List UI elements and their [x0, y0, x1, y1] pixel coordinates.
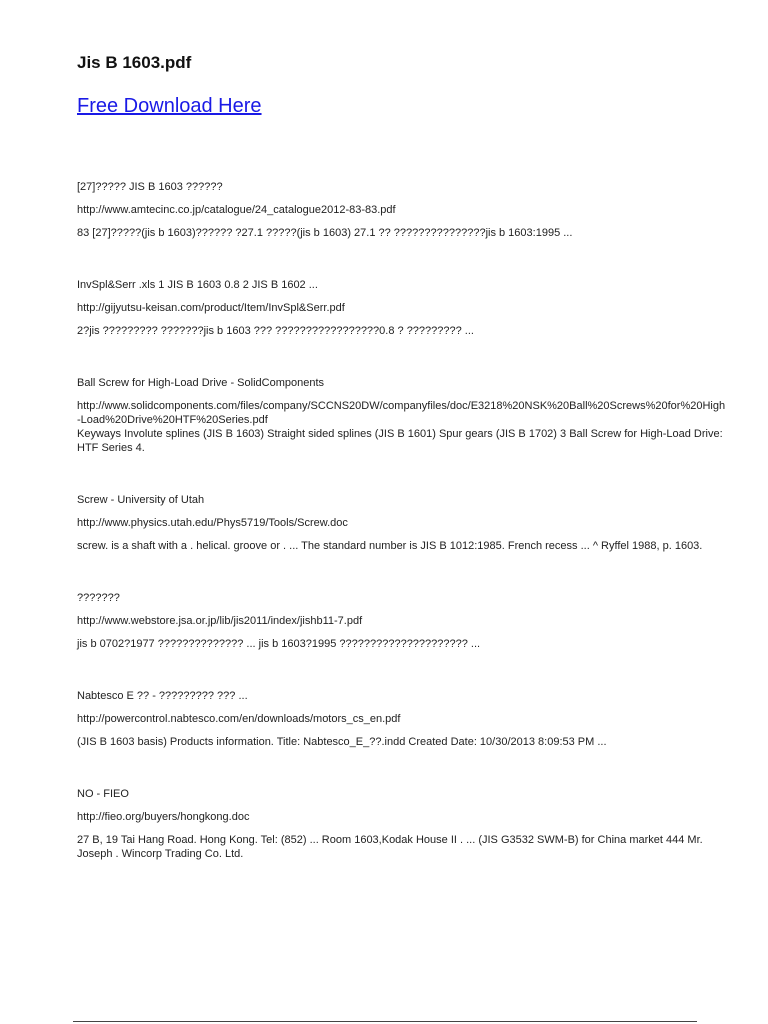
result-url[interactable]: http://www.physics.utah.edu/Phys5719/Tools/Screw.doc — [77, 517, 348, 529]
result-title: ??????? — [77, 592, 120, 604]
result-snippet: Keyways Involute splines (JIS B 1603) Straight sided splines (JIS B 1601) Spur gears (JIS B 1702) 3 Ball Screw for High-Load Drive: HTF Series 4. — [77, 428, 723, 454]
spacer — [77, 338, 727, 376]
result-title: InvSpl&Serr .xls 1 JIS B 1603 0.8 2 JIS B 1602 ... — [77, 279, 318, 291]
result-item — [77, 376, 727, 455]
spacer — [77, 553, 727, 591]
result-item — [77, 787, 727, 861]
results-list — [77, 180, 727, 861]
result-snippet: (JIS B 1603 basis) Products information. Title: Nabtesco_E_??.indd Created Date: 10/30/2013 8:09:53 PM ... — [77, 736, 607, 748]
free-download-link[interactable]: Free Download Here — [77, 95, 262, 117]
result-snippet: 2?jis ????????? ???????jis b 1603 ??? ?????????????????0.8 ? ????????? ... — [77, 325, 474, 337]
result-url[interactable]: http://powercontrol.nabtesco.com/en/downloads/motors_cs_en.pdf — [77, 713, 401, 725]
result-snippet: 27 B, 19 Tai Hang Road. Hong Kong. Tel: (852) ... Room 1603,Kodak House II . ... (JIS G3532 SWM-B) for China market 444 Mr. Joseph . Wincorp Trading Co. Ltd. — [77, 834, 703, 860]
result-item — [77, 278, 727, 338]
document-page — [77, 52, 727, 861]
spacer — [77, 651, 727, 689]
result-title: Ball Screw for High-Load Drive - SolidComponents — [77, 377, 324, 389]
result-url[interactable]: http://fieo.org/buyers/hongkong.doc — [77, 811, 250, 823]
footer-divider — [73, 1021, 697, 1022]
result-snippet: jis b 0702?1977 ?????????????? ... jis b 1603?1995 ????????????????????? ... — [77, 638, 481, 650]
result-title: Screw - University of Utah — [77, 494, 205, 506]
result-item — [77, 180, 727, 240]
result-url[interactable]: http://www.amtecinc.co.jp/catalogue/24_catalogue2012-83-83.pdf — [77, 204, 396, 216]
spacer — [77, 240, 727, 278]
result-snippet: 83 [27]?????(jis b 1603)?????? ?27.1 ?????(jis b 1603) 27.1 ?? ???????????????jis b 1603:1995 ... — [77, 227, 573, 239]
result-item — [77, 493, 727, 553]
document-title: Jis B 1603.pdf — [77, 53, 192, 72]
result-url[interactable]: http://www.webstore.jsa.or.jp/lib/jis2011/index/jishb11-7.pdf — [77, 615, 363, 627]
spacer — [77, 455, 727, 493]
result-item — [77, 591, 727, 651]
result-title: [27]????? JIS B 1603 ?????? — [77, 181, 223, 193]
result-title: Nabtesco E ?? - ????????? ??? ... — [77, 690, 248, 702]
spacer — [77, 749, 727, 787]
result-snippet: screw. is a shaft with a . helical. groove or . ... The standard number is JIS B 1012:1985. French recess ... ^ Ryffel 1988, p. 1603. — [77, 540, 703, 552]
result-url[interactable]: http://gijyutsu-keisan.com/product/Item/InvSpl&Serr.pdf — [77, 302, 345, 314]
result-title: NO - FIEO — [77, 788, 129, 800]
result-item — [77, 689, 727, 749]
result-url[interactable]: http://www.solidcomponents.com/files/company/SCCNS20DW/companyfiles/doc/E3218%20NSK%20Ball%20Screws%20for%20High-Load%20Drive%20HTF%20Series.pdf — [77, 400, 726, 426]
